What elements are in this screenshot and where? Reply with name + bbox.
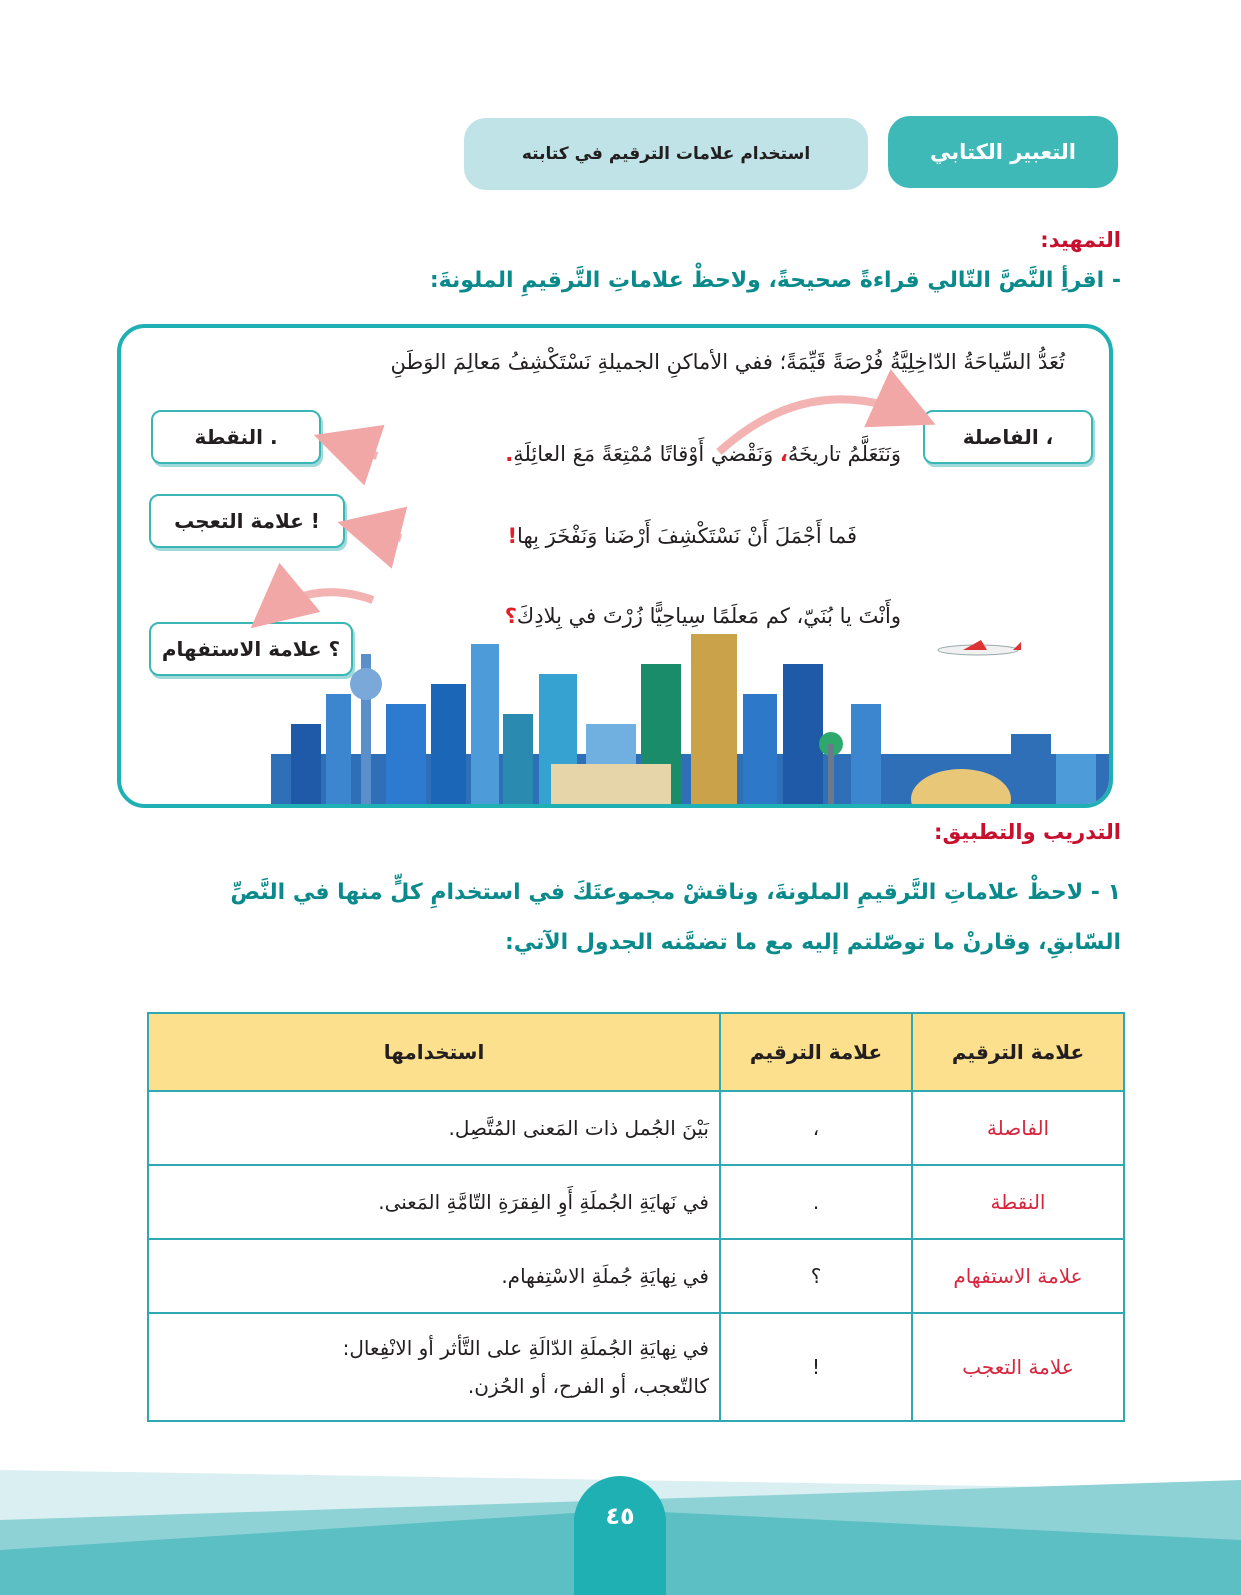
row-name: النقطة <box>912 1165 1124 1239</box>
table-row <box>148 1091 1124 1165</box>
row-name: علامة الاستفهام <box>912 1239 1124 1313</box>
practice-instruction-line-1: ١ - لاحظْ علاماتِ التَّرقيمِ الملونةَ، وناقشْ مجموعتَكَ في استخدامِ كلٍّ منها في النَّصِّ <box>230 880 1121 905</box>
section-title: التعبير الكتابي <box>930 140 1076 164</box>
header-symbol: علامة الترقيم <box>720 1013 912 1091</box>
passage-box <box>117 324 1113 808</box>
practice-heading: التدريب والتطبيق: <box>934 820 1121 844</box>
passage-line-4-text: وأَنْتَ يا بُنَيّ، كم مَعلَمًا سِياحِيًّا زُرْتَ في بِلادِكَ <box>516 604 901 628</box>
row-name: الفاصلة <box>912 1091 1124 1165</box>
row-use: في نِهايَةِ جُملَةِ الاسْتِفهام. <box>148 1239 720 1313</box>
header-use: استخدامها <box>148 1013 720 1091</box>
comma-arrow <box>719 399 921 452</box>
period-arrow <box>329 440 377 456</box>
section-title-badge <box>888 116 1118 188</box>
period-label: . النقطة <box>151 410 321 464</box>
exclamation-label: ! علامة التعجب <box>149 494 345 548</box>
row-symbol: . <box>720 1165 912 1239</box>
period-mark: . <box>505 442 514 466</box>
lesson-title-badge <box>464 118 868 190</box>
table-header-row <box>148 1013 1124 1091</box>
table-row <box>148 1165 1124 1239</box>
intro-heading: التمهيد: <box>1040 228 1121 252</box>
row-use: بَيْنَ الجُمل ذات المَعنى المُتَّصِل. <box>148 1091 720 1165</box>
row-use-line-2: كالتّعجب، أو الفرح، أو الحُزن. <box>467 1374 709 1398</box>
question-arrow <box>263 592 373 618</box>
page-number-tab <box>574 1476 666 1595</box>
question-label: ؟ علامة الاستفهام <box>149 622 353 676</box>
exclamation-arrow <box>353 526 401 538</box>
page-number: ٤٥ <box>605 1502 635 1530</box>
passage-line-2-b: وَنَقْضي أَوْقاتًا مُمْتِعَةً مَعَ العائِلَةِ <box>513 442 780 466</box>
row-use: في نَهايَةِ الجُملَةِ أَوِ الفِقرَةِ التّامَّةِ المَعنى. <box>148 1165 720 1239</box>
table-row <box>148 1239 1124 1313</box>
row-symbol: ؟ <box>720 1239 912 1313</box>
exclamation-mark: ! <box>507 524 518 548</box>
punctuation-table <box>147 1012 1125 1422</box>
row-symbol: ! <box>720 1313 912 1421</box>
header-name: علامة الترقيم <box>912 1013 1124 1091</box>
row-use-line-1: في نِهايَةِ الجُملَةِ الدّالَةِ على التَّأثر أو الانْفِعال: <box>342 1336 709 1360</box>
passage-line-2-a: وَنَتَعَلَّمُ تاريخَهُ <box>787 442 901 466</box>
row-use <box>148 1313 720 1421</box>
passage-line-3-text: فَما أَجْمَلَ أَنْ نَسْتَكْشِفَ أَرْضَنا وَنَفْخَرَ بِها <box>517 524 857 548</box>
practice-instruction-line-2: السّابقِ، وقارنْ ما توصّلتم إليه مع ما تضمَّنه الجدول الآتي: <box>504 930 1121 955</box>
lesson-title: استخدام علامات الترقيم في كتابته <box>521 144 811 164</box>
question-mark: ؟ <box>504 604 517 628</box>
table-row <box>148 1313 1124 1421</box>
airplane-icon <box>933 638 1023 662</box>
passage-line-1: تُعَدُّ السِّياحَةُ الدّاخِلِيَّةُ فُرْصَةً قَيِّمَةً؛ ففي الأماكنِ الجميلةِ نَسْتَكْشِفُ مَعالِمَ الوَطَنِ <box>390 350 1065 374</box>
row-name: علامة التعجب <box>912 1313 1124 1421</box>
intro-instruction: - اقرأِ النَّصَّ التّالي قراءةً صحيحةً، ولاحظْ علاماتِ التَّرقيمِ الملونةَ: <box>429 268 1121 293</box>
row-symbol: ، <box>720 1091 912 1165</box>
comma-label: ، الفاصلة <box>923 410 1093 464</box>
comma-mark: ، <box>779 442 788 466</box>
